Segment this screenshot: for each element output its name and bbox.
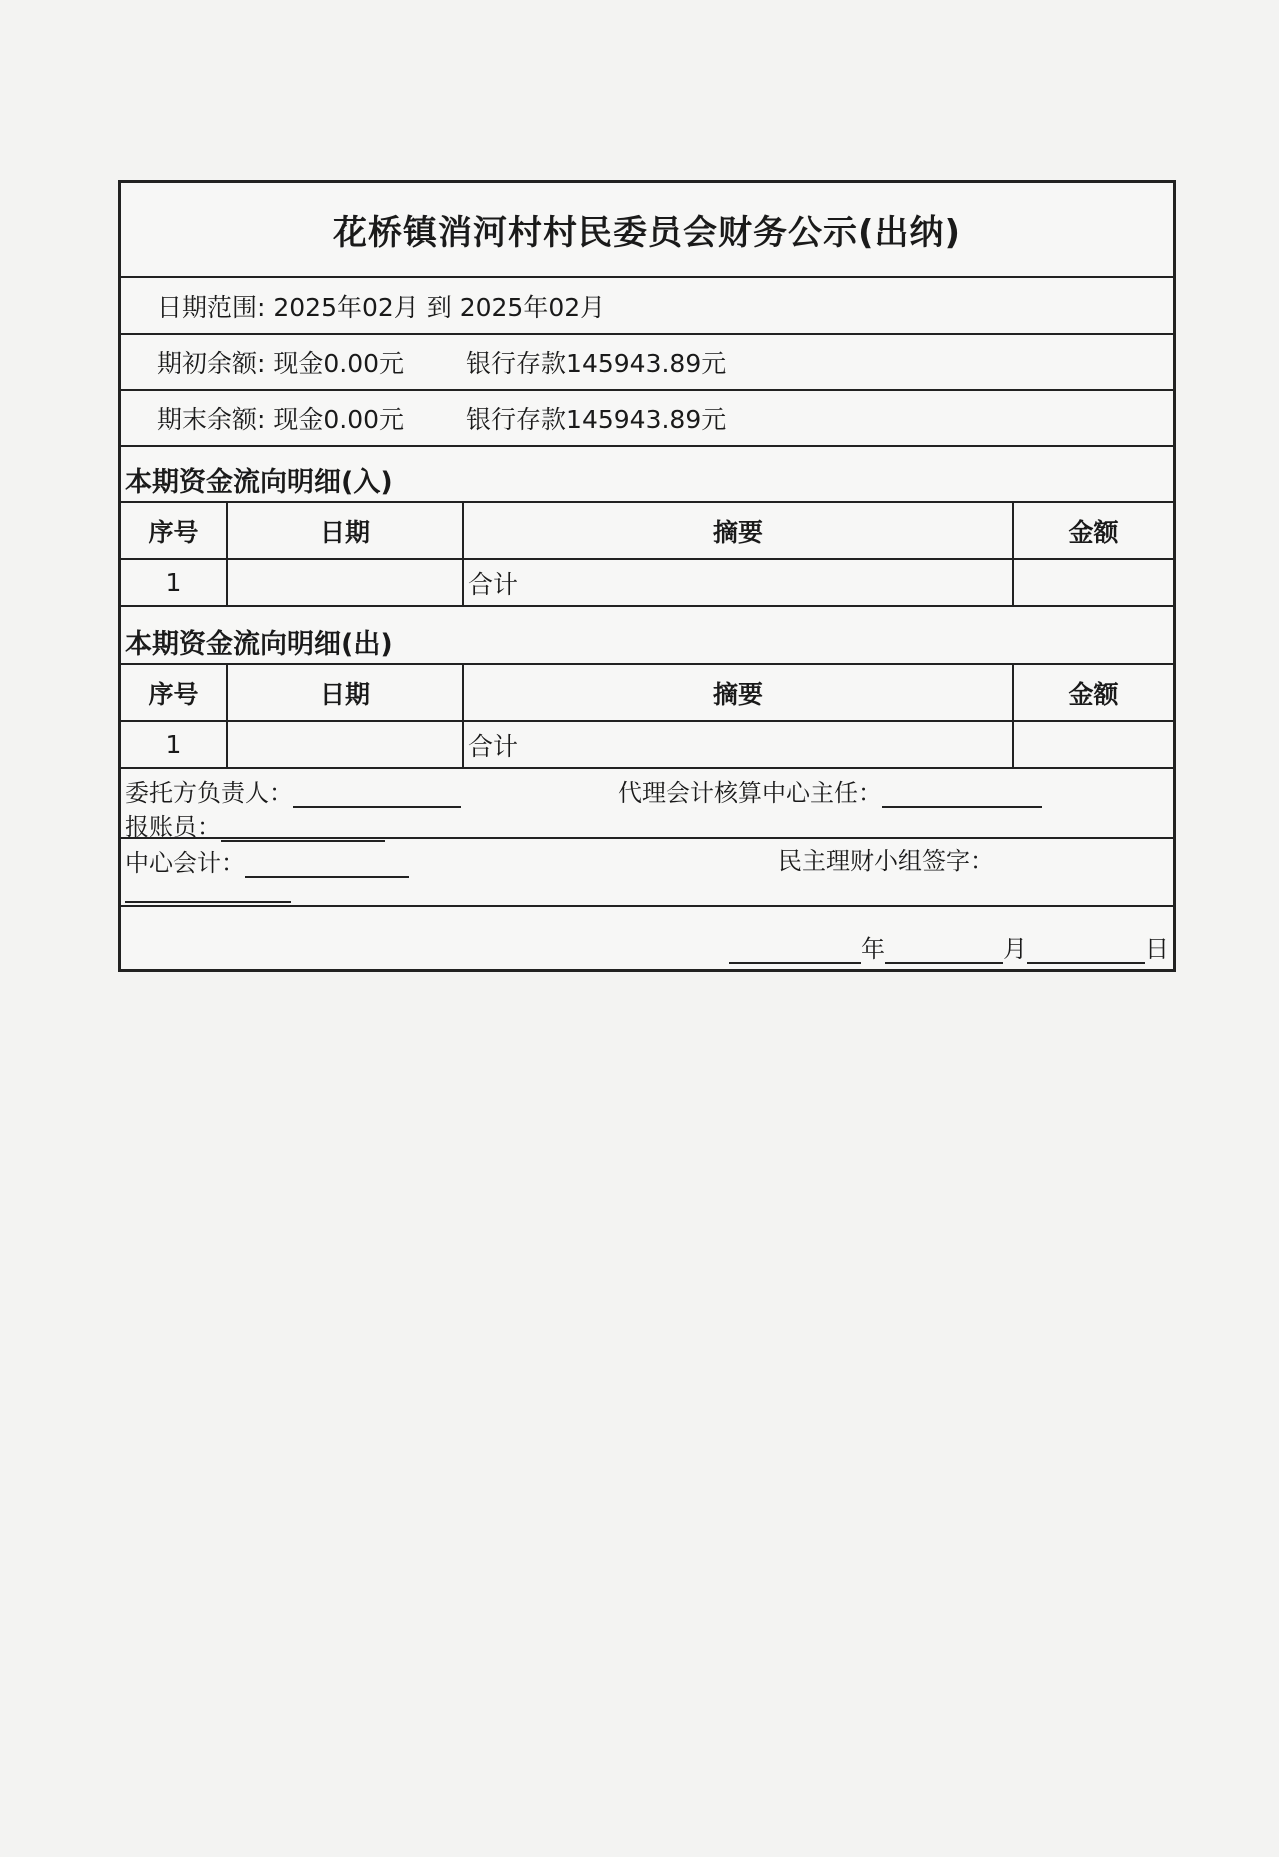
form-title: 花桥镇消河村村民委员会财务公示(出纳) bbox=[332, 213, 962, 253]
outflow-col-no: 序号 bbox=[121, 665, 228, 720]
date-range: 日期范围: 2025年02月 到 2025年02月 bbox=[157, 292, 606, 322]
center-director-signature-line bbox=[882, 784, 1042, 808]
inflow-heading: 本期资金流向明细(入) bbox=[125, 467, 393, 498]
center-accountant-label: 中心会计： bbox=[125, 849, 245, 877]
outflow-col-summary: 摘要 bbox=[464, 665, 1014, 720]
month-line bbox=[885, 936, 1003, 964]
outflow-heading-row bbox=[121, 605, 1173, 663]
bookkeeper-label: 报账员： bbox=[125, 813, 221, 841]
sign-date bbox=[729, 929, 1169, 964]
opening-cash: 期初余额: 现金0.00元 bbox=[157, 349, 405, 378]
outflow-row-amount bbox=[1014, 722, 1173, 767]
outflow-col-amount: 金额 bbox=[1068, 679, 1119, 709]
title-row bbox=[121, 183, 1173, 276]
opening-bank: 银行存款145943.89元 bbox=[466, 349, 727, 378]
finance-group-signature bbox=[778, 841, 994, 876]
signature-row-1 bbox=[121, 767, 1173, 841]
inflow-heading-row bbox=[121, 445, 1173, 501]
month-label: 月 bbox=[1003, 935, 1027, 963]
outflow-col-date: 日期 bbox=[228, 665, 464, 720]
signature-row-2 bbox=[121, 837, 1173, 905]
inflow-col-summary: 摘要 bbox=[464, 503, 1014, 558]
year-line bbox=[729, 936, 861, 964]
outflow-heading: 本期资金流向明细(出) bbox=[125, 629, 393, 660]
table-row bbox=[121, 558, 1173, 605]
inflow-col-no: 序号 bbox=[121, 503, 228, 558]
inflow-row-date bbox=[228, 560, 464, 605]
extra-signature-line bbox=[125, 883, 291, 903]
inflow-col-date: 日期 bbox=[228, 503, 464, 558]
finance-disclosure-form bbox=[118, 180, 1176, 972]
inflow-col-amount: 金额 bbox=[1068, 517, 1119, 547]
inflow-row-summary: 合计 bbox=[464, 560, 1014, 605]
center-accountant-signature bbox=[125, 843, 409, 878]
outflow-row-date bbox=[228, 722, 464, 767]
principal-signature bbox=[125, 773, 461, 808]
table-row bbox=[121, 720, 1173, 767]
year-label: 年 bbox=[861, 935, 885, 963]
inflow-row-no: 1 bbox=[121, 560, 228, 605]
day-label: 日 bbox=[1145, 935, 1169, 963]
inflow-row-amount bbox=[1014, 560, 1173, 605]
center-director-signature bbox=[618, 773, 1042, 808]
opening-balance-row bbox=[121, 333, 1173, 389]
center-accountant-signature-line bbox=[245, 854, 409, 878]
date-row bbox=[121, 905, 1173, 972]
outflow-row-summary: 合计 bbox=[464, 722, 1014, 767]
outflow-row-no: 1 bbox=[121, 722, 228, 767]
outflow-table-header bbox=[121, 663, 1173, 720]
date-range-row bbox=[121, 276, 1173, 333]
principal-signature-line bbox=[293, 784, 461, 808]
closing-balance-row bbox=[121, 389, 1173, 445]
closing-cash: 期末余额: 现金0.00元 bbox=[157, 405, 405, 434]
finance-group-label: 民主理财小组签字： bbox=[778, 847, 994, 875]
day-line bbox=[1027, 936, 1145, 964]
center-director-label: 代理会计核算中心主任： bbox=[618, 779, 882, 807]
inflow-table-header bbox=[121, 501, 1173, 558]
principal-label: 委托方负责人： bbox=[125, 779, 293, 807]
closing-bank: 银行存款145943.89元 bbox=[466, 405, 727, 434]
